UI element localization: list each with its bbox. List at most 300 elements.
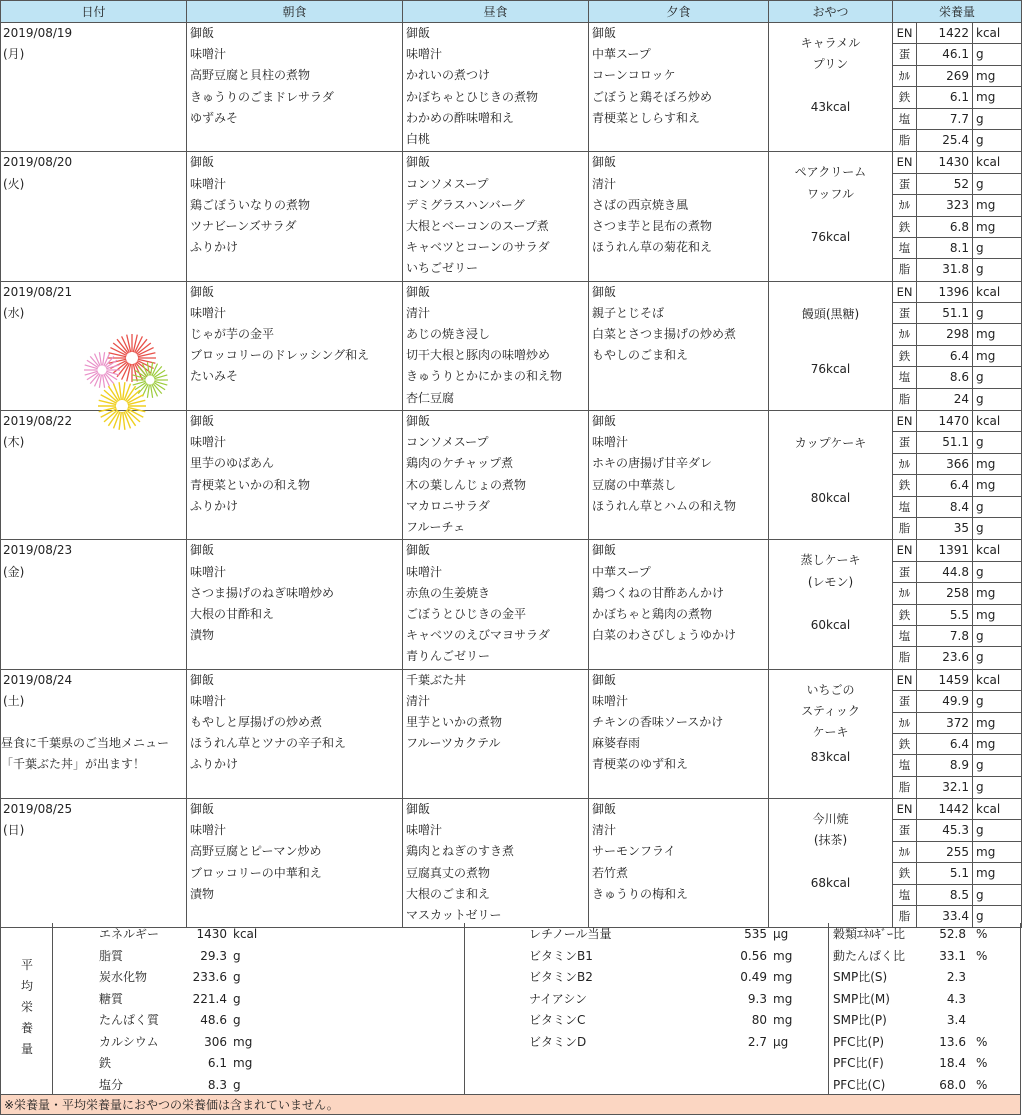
average-label (1, 923, 53, 1095)
nutrition-row (893, 66, 1021, 87)
average-value: 6.1 (207, 1056, 227, 1070)
average-name: カルシウム (99, 1034, 159, 1049)
nutrient-unit: g (976, 391, 984, 406)
dinner-item: ほうれん草とハムの和え物 (592, 498, 737, 513)
nutrient-label: EN (893, 152, 917, 172)
breakfast-item: 味噌汁 (190, 47, 227, 62)
average-value: 80 (751, 1013, 767, 1027)
nutrient-label: EN (893, 282, 917, 302)
dinner-item: コーンコロッケ (592, 68, 676, 83)
average-value: 18.4 (939, 1056, 966, 1070)
average-row (833, 989, 976, 1011)
nutrient-label: 塩 (893, 367, 917, 387)
breakfast-item: きゅうりのごまドレサラダ (190, 89, 334, 104)
lunch-item: かぼちゃとひじきの煮物 (406, 89, 539, 104)
average-nutrition-section (0, 923, 1021, 1095)
header-date: 日付 (1, 1, 187, 23)
nutrient-unit: mg (976, 844, 996, 859)
nutrient-label: 鉄 (893, 87, 917, 107)
nutrient-label: ｶﾙ (893, 195, 917, 215)
weekday-text: (土) (3, 693, 25, 708)
average-name: ナイアシン (529, 991, 588, 1006)
breakfast-item: ブロッコリーの中華和え (190, 865, 322, 880)
footer-note: ※栄養量・平均栄養量におやつの栄養価は含まれていません。 (0, 1095, 1021, 1115)
snack-kcal: 60kcal (810, 617, 851, 632)
lunch-item: 白桃 (406, 131, 431, 146)
nutrient-label: EN (893, 670, 917, 690)
average-unit: mg (233, 1056, 253, 1070)
nutrient-value: 5.5 (917, 605, 973, 625)
nutrient-unit: mg (976, 866, 996, 881)
lunch-item: ごぼうとひじきの金平 (406, 606, 527, 621)
nutrition-row (893, 238, 1021, 259)
snack-cell (769, 152, 893, 281)
average-label-char: 平 (21, 958, 34, 972)
date-text: 2019/08/23 (3, 543, 73, 558)
average-name: SMP比(S) (833, 970, 888, 984)
nutrient-unit: mg (976, 348, 996, 363)
breakfast-item: ふりかけ (190, 240, 239, 255)
average-row (529, 946, 792, 968)
nutrition-row (893, 23, 1021, 44)
average-name: エネルギー (99, 927, 160, 941)
weekday-text: (金) (3, 564, 25, 579)
nutrition-row (893, 647, 1021, 668)
dinner-item: 白菜とさつま揚げの炒め煮 (592, 327, 737, 342)
date-text: 2019/08/22 (3, 414, 73, 429)
lunch-item: 赤魚の生姜焼き (406, 585, 491, 600)
nutrient-label: 塩 (893, 238, 917, 258)
average-row (99, 1075, 241, 1097)
dinner-item: 御飯 (592, 543, 617, 558)
dinner-item: 中華スープ (592, 564, 651, 579)
nutrient-value: 46.1 (917, 44, 973, 64)
nutrition-row (893, 583, 1021, 604)
average-value: 48.6 (200, 1013, 227, 1027)
nutrient-value: 49.9 (917, 691, 973, 711)
nutrient-value: 33.4 (917, 906, 973, 927)
average-name: 穀類ｴﾈﾙｷﾞｰ比 (833, 927, 906, 941)
breakfast-item: 大根の甘酢和え (190, 606, 275, 621)
nutrient-label: 塩 (893, 626, 917, 646)
snack-cell (769, 281, 893, 410)
dinner-item: 鶏つくねの甘酢あんかけ (592, 585, 725, 600)
nutrient-unit: g (976, 176, 984, 191)
average-value: 8.3 (207, 1077, 227, 1092)
lunch-cell (403, 799, 589, 928)
dinner-item: 中華スープ (592, 47, 651, 62)
breakfast-item: 御飯 (190, 802, 215, 817)
average-unit: mg (773, 1013, 793, 1027)
date-text: 2019/08/24 (3, 672, 73, 687)
nutrient-label: 脂 (893, 259, 917, 280)
average-label-char: 均 (21, 979, 34, 993)
average-name: 糖質 (99, 991, 124, 1006)
snack-name: 今川焼 (812, 812, 849, 827)
lunch-cell (403, 152, 589, 281)
average-unit: % (976, 1034, 988, 1049)
average-row (529, 924, 788, 946)
table-row (1, 152, 1022, 281)
nutrition-cell (893, 152, 1022, 281)
breakfast-item: 里芋のゆばあん (190, 456, 275, 471)
snack-kcal: 68kcal (810, 876, 851, 891)
average-row (833, 1032, 987, 1054)
nutrient-value: 6.4 (917, 475, 973, 495)
average-label-char: 量 (21, 1042, 34, 1056)
nutrient-unit: g (976, 887, 984, 902)
nutrition-cell (893, 799, 1022, 928)
dinner-item: さばの西京焼き風 (592, 197, 689, 212)
dinner-item: 御飯 (592, 802, 617, 817)
average-name: PFC比(P) (833, 1034, 885, 1049)
breakfast-cell (187, 23, 403, 152)
nutrient-label: ｶﾙ (893, 583, 917, 603)
lunch-item: 御飯 (406, 284, 431, 299)
nutrient-value: 24 (917, 389, 973, 410)
nutrient-value: 51.1 (917, 432, 973, 452)
nutrition-row (893, 863, 1021, 884)
nutrition-row (893, 324, 1021, 345)
average-row (833, 967, 976, 989)
nutrition-row (893, 44, 1021, 65)
breakfast-item: 御飯 (190, 155, 215, 170)
lunch-item: 鶏肉とねぎのすき煮 (406, 844, 515, 859)
average-value: 0.56 (740, 948, 767, 963)
nutrient-label: 蛋 (893, 562, 917, 582)
dinner-item: 御飯 (592, 672, 617, 687)
nutrient-label: 脂 (893, 389, 917, 410)
nutrient-label: 蛋 (893, 174, 917, 194)
lunch-item: 大根とベーコンのスープ煮 (406, 218, 549, 233)
dinner-item: 味噌汁 (592, 693, 629, 708)
header-snack: おやつ (769, 1, 893, 23)
average-unit: % (976, 1056, 988, 1070)
nutrition-row (893, 755, 1021, 776)
nutrient-label: ｶﾙ (893, 454, 917, 474)
snack-name: 饅頭(黒糖) (801, 306, 860, 321)
nutrient-value: 269 (917, 66, 973, 86)
special-menu-note: 昼食に千葉県のご当地メニュー (1, 736, 170, 751)
weekday-text: (月) (3, 47, 25, 62)
dinner-cell (589, 540, 769, 669)
average-row (99, 924, 257, 946)
nutrition-row (893, 109, 1021, 130)
lunch-cell (403, 281, 589, 410)
nutrient-value: 7.8 (917, 626, 973, 646)
average-value: 2.7 (747, 1034, 767, 1049)
average-value: 535 (744, 927, 767, 941)
breakfast-item: 御飯 (190, 672, 215, 687)
nutrient-unit: kcal (976, 26, 1001, 40)
nutrition-row (893, 411, 1021, 432)
breakfast-item: たいみそ (190, 369, 239, 384)
nutrient-value: 5.1 (917, 863, 973, 883)
nutrient-label: 蛋 (893, 44, 917, 64)
dinner-cell (589, 23, 769, 152)
date-text: 2019/08/19 (3, 26, 73, 40)
average-name: ビタミンB1 (529, 948, 593, 963)
lunch-item: コンソメスープ (406, 176, 489, 191)
nutrition-row (893, 777, 1021, 798)
nutrient-unit: kcal (976, 155, 1001, 170)
dinner-item: 青梗菜としらす和え (592, 110, 701, 125)
nutrient-label: ｶﾙ (893, 66, 917, 86)
lunch-item: 御飯 (406, 26, 431, 40)
nutrient-unit: kcal (976, 802, 1001, 817)
nutrition-row (893, 885, 1021, 906)
nutrient-unit: mg (976, 715, 996, 730)
breakfast-cell (187, 799, 403, 928)
snack-kcal: 76kcal (810, 361, 851, 376)
breakfast-item: 高野豆腐と貝柱の煮物 (190, 68, 311, 83)
lunch-item: キャベツのえびマヨサラダ (406, 628, 550, 643)
nutrient-value: 1396 (917, 282, 973, 302)
nutrition-row (893, 282, 1021, 303)
average-name: 炭水化物 (99, 970, 148, 984)
average-value: 9.3 (747, 991, 767, 1006)
nutrition-row (893, 670, 1021, 691)
lunch-item: きゅうりとかにかまの和え物 (406, 369, 563, 384)
nutrient-unit: g (976, 240, 984, 255)
average-row (99, 1010, 241, 1032)
header-nutrition: 栄養量 (893, 1, 1022, 23)
weekday-text: (木) (3, 435, 25, 450)
nutrient-value: 372 (917, 713, 973, 733)
average-row (99, 989, 241, 1011)
fireworks-icon (82, 328, 182, 440)
nutrient-label: 鉄 (893, 346, 917, 366)
breakfast-item: 味噌汁 (190, 564, 227, 579)
average-unit: mg (773, 991, 793, 1006)
average-name: SMP比(P) (833, 1013, 887, 1027)
lunch-item: 切干大根と豚肉の味噌炒め (406, 348, 551, 363)
nutrient-label: ｶﾙ (893, 324, 917, 344)
nutrient-value: 45.3 (917, 820, 973, 840)
lunch-cell (403, 23, 589, 152)
average-label-char: 養 (21, 1021, 34, 1035)
nutrient-value: 52 (917, 174, 973, 194)
nutrient-unit: g (976, 262, 984, 277)
nutrient-value: 1422 (917, 23, 973, 43)
nutrition-row (893, 799, 1021, 820)
dinner-item: 味噌汁 (592, 435, 629, 450)
breakfast-item: 味噌汁 (190, 693, 227, 708)
nutrition-row (893, 195, 1021, 216)
nutrient-value: 23.6 (917, 647, 973, 668)
average-name: 塩分 (99, 1077, 124, 1092)
breakfast-item: 御飯 (190, 543, 215, 558)
nutrient-value: 1430 (917, 152, 973, 172)
average-value: 1430 (196, 927, 227, 941)
dinner-item: 青梗菜のゆず和え (592, 757, 689, 772)
average-value: 29.3 (200, 948, 227, 963)
nutrient-value: 1442 (917, 799, 973, 819)
date-cell (1, 23, 187, 152)
breakfast-item: じゃが芋の金平 (190, 327, 275, 342)
breakfast-item: さつま揚げのねぎ味噌炒め (190, 585, 335, 600)
snack-name: プリン (812, 57, 849, 72)
nutrient-value: 255 (917, 842, 973, 862)
dinner-cell (589, 669, 769, 798)
nutrient-unit: mg (976, 219, 996, 234)
lunch-item: 清汁 (406, 693, 431, 708)
nutrient-label: 鉄 (893, 217, 917, 237)
lunch-item: いちごゼリー (406, 261, 479, 276)
snack-cell (769, 23, 893, 152)
snack-cell (769, 669, 893, 798)
dinner-item: 清汁 (592, 176, 617, 191)
nutrition-cell (893, 281, 1022, 410)
lunch-item: 清汁 (406, 305, 431, 320)
nutrient-unit: g (976, 628, 984, 643)
nutrient-value: 44.8 (917, 562, 973, 582)
dinner-item: ほうれん草の菊花和え (592, 240, 713, 255)
nutrient-label: 脂 (893, 518, 917, 539)
nutrition-cell (893, 669, 1022, 798)
snack-cell (769, 411, 893, 540)
average-row (833, 946, 987, 968)
nutrient-value: 8.4 (917, 497, 973, 517)
nutrient-unit: kcal (976, 284, 1001, 299)
nutrient-value: 32.1 (917, 777, 973, 798)
nutrient-unit: g (976, 111, 984, 126)
nutrient-unit: mg (976, 456, 996, 471)
nutrient-unit: kcal (976, 672, 1001, 687)
dinner-item: さつま芋と昆布の煮物 (592, 218, 713, 233)
nutrient-unit: g (976, 564, 984, 579)
dinner-item: 御飯 (592, 155, 617, 170)
nutrition-row (893, 130, 1021, 151)
nutrient-unit: g (976, 650, 984, 665)
nutrition-row (893, 626, 1021, 647)
average-value: 4.3 (946, 991, 966, 1006)
snack-name: (抹茶) (813, 833, 848, 848)
nutrition-row (893, 303, 1021, 324)
special-menu-note: 「千葉ぶた丼」が出ます！ (1, 757, 146, 772)
nutrition-cell (893, 540, 1022, 669)
dinner-item: 麻婆春雨 (592, 736, 641, 751)
nutrient-label: 塩 (893, 885, 917, 905)
nutrient-unit: mg (976, 327, 996, 342)
lunch-item: 青りんごゼリー (406, 649, 491, 664)
average-row (529, 1010, 792, 1032)
average-value: 221.4 (192, 991, 227, 1006)
dinner-item: チキンの香味ソースかけ (592, 715, 724, 730)
lunch-item: 杏仁豆腐 (406, 390, 455, 405)
nutrition-cell (893, 411, 1022, 540)
average-name: 動たんぱく比 (833, 948, 906, 963)
average-value: 233.6 (192, 970, 227, 984)
nutrient-label: EN (893, 23, 917, 43)
lunch-item: 御飯 (406, 414, 431, 429)
dinner-cell (589, 281, 769, 410)
average-row (833, 1075, 987, 1097)
nutrient-label: ｶﾙ (893, 842, 917, 862)
date-cell (1, 669, 187, 798)
average-value: 13.6 (939, 1034, 966, 1049)
average-name: 脂質 (99, 948, 124, 963)
snack-kcal: 83kcal (810, 750, 851, 765)
nutrient-value: 25.4 (917, 130, 973, 151)
nutrient-label: 脂 (893, 777, 917, 798)
nutrition-row (893, 389, 1021, 410)
lunch-item: 木の葉しんじょの煮物 (406, 477, 527, 492)
nutrient-unit: g (976, 694, 984, 709)
breakfast-item: 御飯 (190, 414, 215, 429)
nutrient-unit: g (976, 520, 984, 535)
nutrition-row (893, 454, 1021, 475)
snack-name: キャラメル (800, 36, 861, 50)
lunch-item: 里芋といかの煮物 (406, 715, 503, 730)
nutrient-label: 脂 (893, 906, 917, 927)
average-row (529, 1032, 788, 1054)
lunch-item: キャベツとコーンのサラダ (406, 240, 550, 255)
nutrient-value: 298 (917, 324, 973, 344)
breakfast-item: 青梗菜といかの和え物 (190, 477, 311, 492)
nutrient-unit: mg (976, 68, 996, 83)
breakfast-item: もやしと厚揚げの炒め煮 (190, 715, 323, 730)
average-name: PFC比(C) (833, 1077, 886, 1092)
lunch-item: 大根のごま和え (406, 886, 491, 901)
nutrient-value: 6.4 (917, 346, 973, 366)
date-cell (1, 540, 187, 669)
snack-name: いちごの (806, 682, 855, 697)
average-row (833, 924, 987, 946)
table-row (1, 540, 1022, 669)
lunch-cell (403, 669, 589, 798)
lunch-item: わかめの酢味噌和え (406, 110, 515, 125)
nutrient-label: 脂 (893, 130, 917, 151)
nutrient-value: 8.6 (917, 367, 973, 387)
lunch-item: 御飯 (406, 155, 431, 170)
dinner-cell (589, 411, 769, 540)
nutrient-label: EN (893, 799, 917, 819)
snack-name: スティック (801, 703, 860, 718)
average-name: SMP比(M) (833, 991, 890, 1006)
average-row (99, 1053, 252, 1075)
nutrient-unit: g (976, 823, 984, 838)
average-name: 鉄 (99, 1056, 112, 1070)
lunch-item: 御飯 (406, 802, 431, 817)
nutrient-value: 1470 (917, 411, 973, 431)
lunch-cell (403, 540, 589, 669)
nutrient-label: 鉄 (893, 734, 917, 754)
breakfast-item: 味噌汁 (190, 823, 227, 838)
breakfast-item: ふりかけ (190, 757, 239, 772)
snack-name: 蒸しケーキ (800, 553, 861, 568)
breakfast-cell (187, 540, 403, 669)
nutrition-row (893, 217, 1021, 238)
nutrient-label: 塩 (893, 755, 917, 775)
nutrient-label: ｶﾙ (893, 713, 917, 733)
nutrient-value: 6.4 (917, 734, 973, 754)
nutrient-unit: g (976, 370, 984, 385)
breakfast-item: ブロッコリーのドレッシング和え (190, 348, 370, 363)
average-name: たんぱく質 (99, 1013, 160, 1027)
nutrient-value: 35 (917, 518, 973, 539)
snack-name: ワッフル (807, 186, 854, 201)
breakfast-item: 味噌汁 (190, 305, 227, 320)
breakfast-item: 高野豆腐とピーマン炒め (190, 844, 322, 859)
snack-kcal: 80kcal (810, 491, 851, 506)
nutrient-unit: mg (976, 90, 996, 105)
nutrient-value: 8.9 (917, 755, 973, 775)
table-row (1, 669, 1022, 798)
lunch-cell (403, 411, 589, 540)
lunch-item: 味噌汁 (406, 47, 443, 62)
nutrition-row (893, 713, 1021, 734)
